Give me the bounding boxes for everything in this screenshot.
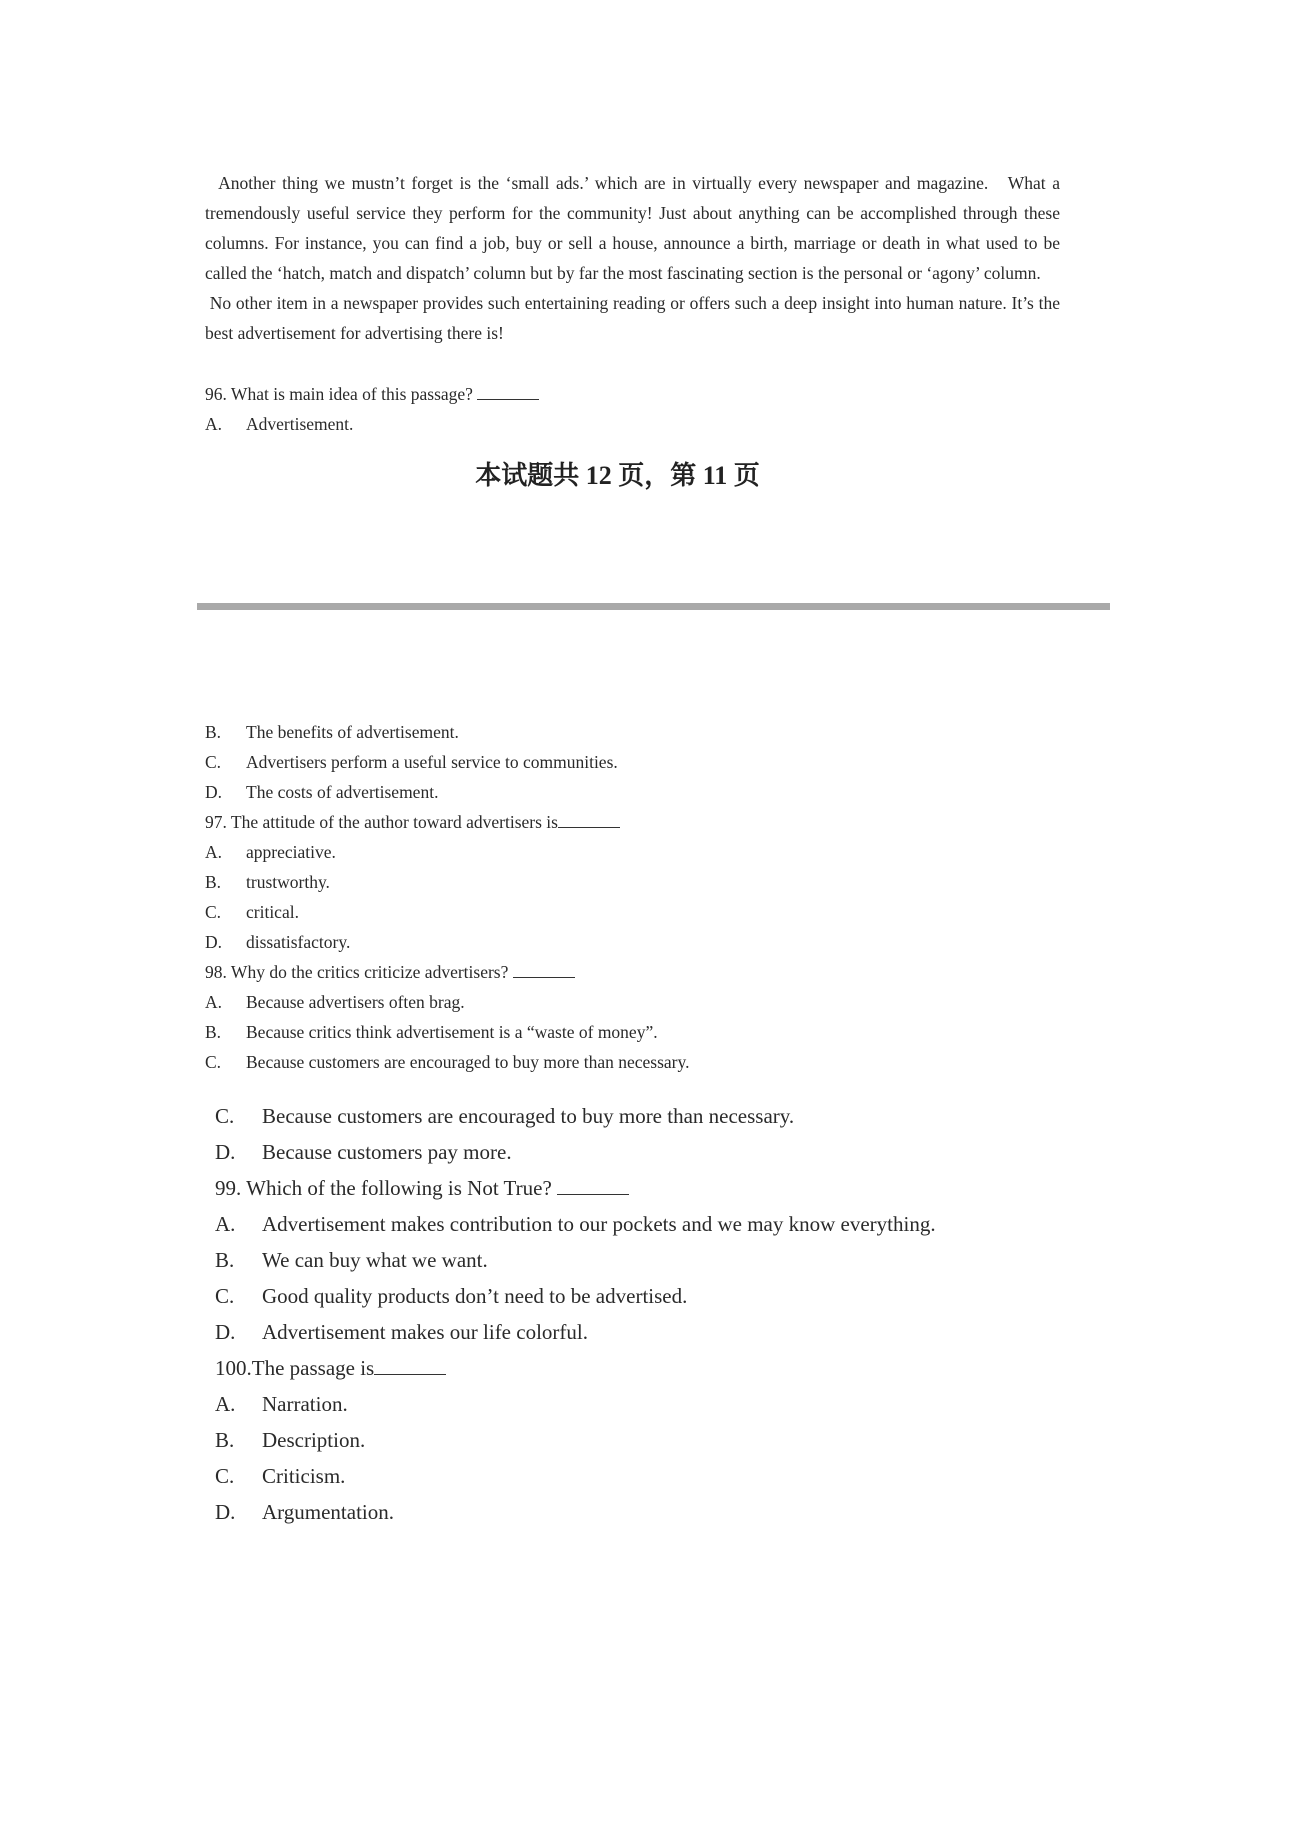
option-text: The benefits of advertisement. <box>246 722 459 742</box>
answer-blank <box>513 963 575 978</box>
page-footer: 本试题共 12 页，第 11 页 <box>475 461 760 490</box>
option-text: Advertisers perform a useful service to communities. <box>246 752 618 772</box>
option-label: C. <box>215 1104 235 1128</box>
option <box>205 991 465 1013</box>
answer-blank <box>558 813 620 828</box>
question-100 <box>215 1355 446 1381</box>
paragraph: No other item in a newspaper provides such entertaining reading or offers such a deep insight into human nature. It’s the best advertisement for advertising there is! <box>205 293 1060 343</box>
option <box>205 751 618 773</box>
option-label: B. <box>205 722 222 742</box>
option <box>215 1211 936 1237</box>
option-text: trustworthy. <box>246 872 330 892</box>
option-text: Because advertisers often brag. <box>246 992 465 1012</box>
question-99 <box>215 1175 629 1201</box>
option-label: B. <box>205 872 222 892</box>
option-text: Because critics think advertisement is a “waste of money”. <box>246 1022 658 1042</box>
option <box>215 1283 687 1309</box>
option <box>205 1051 689 1073</box>
option-label: D. <box>215 1140 236 1164</box>
option-text: Advertisement makes contribution to our pockets and we may know everything. <box>262 1212 936 1236</box>
answer-blank <box>557 1180 629 1195</box>
option-label: C. <box>205 902 222 922</box>
option-text: Good quality products don’t need to be advertised. <box>262 1284 688 1308</box>
option-label: B. <box>215 1428 235 1452</box>
option <box>215 1103 794 1129</box>
option-label: C. <box>215 1284 235 1308</box>
answer-blank <box>374 1360 446 1375</box>
option <box>215 1463 345 1489</box>
option <box>215 1391 348 1417</box>
page-divider <box>197 603 1110 610</box>
option-label: A. <box>215 1212 236 1236</box>
option-text: We can buy what we want. <box>262 1248 488 1272</box>
option <box>205 781 438 803</box>
option <box>205 841 336 863</box>
option-label: D. <box>215 1320 236 1344</box>
option-text: Description. <box>262 1428 366 1452</box>
option-label: C. <box>205 1052 222 1072</box>
option-text: critical. <box>246 902 299 922</box>
option-text: Because customers are encouraged to buy more than necessary. <box>246 1052 690 1072</box>
answer-blank <box>477 385 539 400</box>
option-label: A. <box>215 1392 236 1416</box>
option-text: appreciative. <box>246 842 336 862</box>
option-text: Because customers are encouraged to buy more than necessary. <box>262 1104 795 1128</box>
paragraph: Another thing we mustn’t forget is the ‘small ads.’ which are in virtually every newspaper and magazine. What a tremendously useful service they perform for the community! Just about anything can be accomplished through these columns. For instance, you can find a job, buy or sell a house, announce a birth, marriage or death in what used to be called the ‘hatch, match and dispatch’ column but by far the most fascinating section is the personal or ‘agony’ column. <box>205 173 1060 283</box>
question-text: 97. The attitude of the author toward advertisers is <box>205 812 558 832</box>
option-text: dissatisfactory. <box>246 932 351 952</box>
option-text: Because customers pay more. <box>262 1140 512 1164</box>
option <box>205 871 330 893</box>
option <box>215 1247 488 1273</box>
option-label: A. <box>205 842 223 862</box>
option-label: A. <box>205 414 223 434</box>
option-text: Advertisement makes our life colorful. <box>262 1320 588 1344</box>
option-label: A. <box>205 992 223 1012</box>
option <box>215 1499 394 1525</box>
question-text: 96. What is main idea of this passage? <box>205 384 473 404</box>
option-text: Argumentation. <box>262 1500 395 1524</box>
question-97 <box>205 811 620 833</box>
option-text: Advertisement. <box>246 414 354 434</box>
option <box>205 721 459 743</box>
question-text: 98. Why do the critics criticize advertisers? <box>205 962 509 982</box>
question-text: 99. Which of the following is Not True? <box>215 1176 552 1200</box>
option <box>205 413 353 435</box>
option <box>215 1319 588 1345</box>
option-text: Criticism. <box>262 1464 346 1488</box>
option-label: D. <box>205 932 223 952</box>
option <box>205 1021 658 1043</box>
option-label: C. <box>215 1464 235 1488</box>
option-label: D. <box>205 782 223 802</box>
question-98 <box>205 961 575 983</box>
option <box>205 931 350 953</box>
option <box>215 1427 365 1453</box>
option-label: B. <box>215 1248 235 1272</box>
question-96 <box>205 383 539 405</box>
option-text: Narration. <box>262 1392 348 1416</box>
question-text: 100.The passage is <box>215 1356 375 1380</box>
option-label: D. <box>215 1500 236 1524</box>
passage <box>205 168 1060 348</box>
option-text: The costs of advertisement. <box>246 782 439 802</box>
option-label: B. <box>205 1022 222 1042</box>
option <box>215 1139 512 1165</box>
option <box>205 901 299 923</box>
option-label: C. <box>205 752 222 772</box>
